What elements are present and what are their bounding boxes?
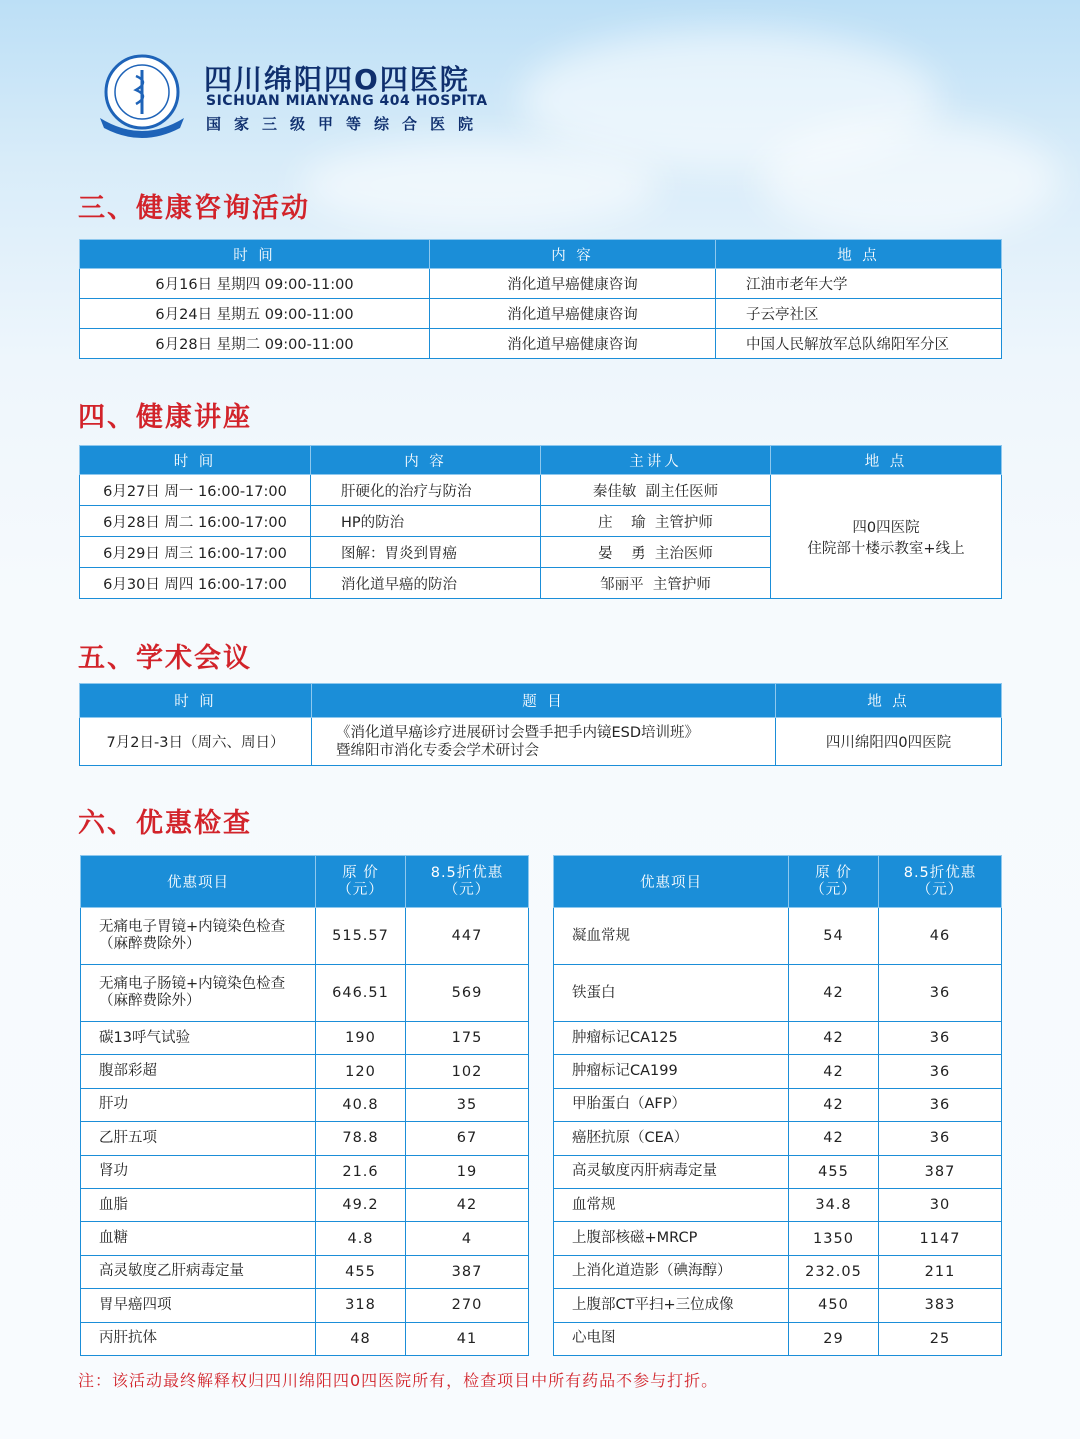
- discount-price: 19: [406, 1155, 529, 1188]
- consult-time: 6月24日 星期五 09:00-11:00: [80, 299, 430, 329]
- discount-price: 42: [406, 1188, 529, 1221]
- original-price: 78.8: [316, 1122, 406, 1155]
- discount-header-discount: [879, 856, 1002, 908]
- exam-item: [554, 1155, 789, 1188]
- conference-table: [79, 683, 1002, 766]
- original-price: 40.8: [316, 1088, 406, 1121]
- conference-time: 7月2日-3日（周六、周日）: [80, 718, 312, 766]
- discount-header-price: [789, 856, 879, 908]
- consult-content: 消化道早癌健康咨询: [430, 329, 716, 359]
- original-price: 455: [789, 1155, 879, 1188]
- discount-price: 102: [406, 1055, 529, 1088]
- exam-item: [554, 1055, 789, 1088]
- table-row: [81, 1222, 529, 1255]
- price-label: 原 价: [342, 864, 379, 881]
- consult-header: 内 容: [430, 240, 716, 269]
- exam-item-name: 肾功: [99, 1163, 128, 1180]
- original-price: 1350: [789, 1222, 879, 1255]
- table-row: [81, 1088, 529, 1121]
- lecture-table: [79, 445, 1002, 599]
- table-row: [80, 329, 1002, 359]
- discount-price: 30: [879, 1188, 1002, 1221]
- original-price: 42: [789, 1122, 879, 1155]
- discount-header-item: 优惠项目: [81, 856, 316, 908]
- exam-item: [81, 1055, 316, 1088]
- original-price: 4.8: [316, 1222, 406, 1255]
- consult-time: 6月28日 星期二 09:00-11:00: [80, 329, 430, 359]
- lecture-title: 四、健康讲座: [78, 402, 252, 433]
- lecture-location: [771, 475, 1002, 599]
- lecture-content: 肝硬化的治疗与防治: [311, 475, 541, 506]
- hospital-english-name: SICHUAN MIANYANG 404 HOSPITA: [206, 93, 488, 109]
- lecture-content: 消化道早癌的防治: [311, 568, 541, 599]
- discount-price: 1147: [879, 1222, 1002, 1255]
- discount-price: 35: [406, 1088, 529, 1121]
- consult-location: 江油市老年大学: [716, 269, 1002, 299]
- exam-item-name: 胃早癌四项: [99, 1296, 172, 1313]
- discount-price: 387: [406, 1255, 529, 1288]
- exam-item-name: 丙肝抗体: [99, 1330, 157, 1347]
- exam-item: [81, 1122, 316, 1155]
- original-price: 34.8: [789, 1188, 879, 1221]
- discount-price: 36: [879, 1122, 1002, 1155]
- original-price: 450: [789, 1289, 879, 1322]
- hospital-name: 四川绵阳四O四医院: [204, 63, 470, 96]
- exam-item: [81, 1322, 316, 1355]
- exam-item-name: 血脂: [99, 1196, 128, 1213]
- discount-price: 36: [879, 1055, 1002, 1088]
- lecture-location-line1: 四0四医院: [852, 519, 920, 536]
- original-price: 190: [316, 1022, 406, 1055]
- exam-item: [554, 965, 789, 1022]
- table-row: [554, 1188, 1002, 1221]
- discount-table-right: [553, 855, 1002, 1356]
- exam-item: [554, 908, 789, 965]
- lecture-time: 6月30日 周四 16:00-17:00: [80, 568, 311, 599]
- conference-header: 题 目: [312, 684, 776, 718]
- discount-table-left: [80, 855, 529, 1356]
- exam-item-name: 癌胚抗原（CEA）: [572, 1129, 689, 1146]
- exam-item: [81, 908, 316, 965]
- original-price: 646.51: [316, 965, 406, 1022]
- original-price: 318: [316, 1289, 406, 1322]
- original-price: 232.05: [789, 1255, 879, 1288]
- original-price: 21.6: [316, 1155, 406, 1188]
- lecture-content: HP的防治: [311, 506, 541, 537]
- discount-label: 8.5折优惠: [903, 864, 977, 881]
- conference-header: 时 间: [80, 684, 312, 718]
- table-row: [81, 965, 529, 1022]
- discount-price: 36: [879, 965, 1002, 1022]
- original-price: 42: [789, 965, 879, 1022]
- exam-item: [81, 1022, 316, 1055]
- conference-header: 地 点: [776, 684, 1002, 718]
- conference-topic: [312, 718, 776, 766]
- exam-item-name: 无痛电子胃镜+内镜染色检查: [99, 919, 286, 935]
- exam-item-name: 高灵敏度丙肝病毒定量: [572, 1163, 717, 1180]
- exam-item: [554, 1122, 789, 1155]
- discount-price: 270: [406, 1289, 529, 1322]
- exam-item-name: 凝血常规: [572, 927, 630, 944]
- table-row: [554, 1022, 1002, 1055]
- exam-item: [81, 1155, 316, 1188]
- consult-time: 6月16日 星期四 09:00-11:00: [80, 269, 430, 299]
- original-price: 515.57: [316, 908, 406, 965]
- discount-label: 8.5折优惠: [430, 864, 504, 881]
- discount-unit: （元）: [443, 881, 491, 898]
- original-price: 48: [316, 1322, 406, 1355]
- exam-item-name: 上腹部核磁+MRCP: [572, 1230, 698, 1247]
- conference-location: 四川绵阳四0四医院: [776, 718, 1002, 766]
- discount-price: 25: [879, 1322, 1002, 1355]
- table-row: [81, 1055, 529, 1088]
- exam-item-name: 无痛电子肠镜+内镜染色检查: [99, 976, 286, 992]
- lecture-speaker: 秦佳敏 副主任医师: [541, 475, 771, 506]
- table-row: [80, 475, 1002, 506]
- discount-price: 4: [406, 1222, 529, 1255]
- consult-content: 消化道早癌健康咨询: [430, 299, 716, 329]
- exam-item: [554, 1222, 789, 1255]
- lecture-speaker: 晏 勇 主治医师: [541, 537, 771, 568]
- table-row: [81, 1155, 529, 1188]
- discount-price: 211: [879, 1255, 1002, 1288]
- lecture-header: 时 间: [80, 446, 311, 475]
- table-row: [81, 1122, 529, 1155]
- exam-item-name: 上消化道造影（碘海醇）: [572, 1263, 732, 1280]
- original-price: 42: [789, 1088, 879, 1121]
- discount-price: 41: [406, 1322, 529, 1355]
- exam-item: [554, 1255, 789, 1288]
- table-row: [81, 1022, 529, 1055]
- exam-item-name: 碳13呼气试验: [99, 1029, 190, 1046]
- discount-price: 383: [879, 1289, 1002, 1322]
- original-price: 29: [789, 1322, 879, 1355]
- original-price: 54: [789, 908, 879, 965]
- consult-location: 子云亭社区: [716, 299, 1002, 329]
- hospital-logo: [96, 52, 188, 138]
- lecture-content: 图解：胃炎到胃癌: [311, 537, 541, 568]
- discount-price: 447: [406, 908, 529, 965]
- conference-title: 五、学术会议: [78, 643, 252, 674]
- exam-item: [81, 1222, 316, 1255]
- exam-item-name: 上腹部CT平扫+三位成像: [572, 1296, 734, 1313]
- exam-item-name: 血糖: [99, 1230, 128, 1247]
- exam-item: [81, 965, 316, 1022]
- table-row: [554, 908, 1002, 965]
- discount-price: 67: [406, 1122, 529, 1155]
- original-price: 120: [316, 1055, 406, 1088]
- table-row: [554, 1222, 1002, 1255]
- original-price: 42: [789, 1022, 879, 1055]
- exam-item-name: 高灵敏度乙肝病毒定量: [99, 1263, 244, 1280]
- discount-unit: （元）: [916, 881, 964, 898]
- footnote: 注：该活动最终解释权归四川绵阳四0四医院所有，检查项目中所有药品不参与打折。: [78, 1371, 719, 1390]
- table-row: [80, 718, 1002, 766]
- lecture-header: 内 容: [311, 446, 541, 475]
- table-row: [554, 1322, 1002, 1355]
- lecture-location-line2: 住院部十楼示教室+线上: [807, 540, 965, 557]
- table-row: [80, 269, 1002, 299]
- table-row: [81, 1289, 529, 1322]
- table-row: [554, 1255, 1002, 1288]
- exam-item-name: 乙肝五项: [99, 1129, 157, 1146]
- exam-item: [554, 1088, 789, 1121]
- exam-item-note: （麻醉费除外）: [99, 936, 201, 952]
- exam-item: [554, 1289, 789, 1322]
- exam-item: [554, 1188, 789, 1221]
- discount-price: 46: [879, 908, 1002, 965]
- exam-item-name: 血常规: [572, 1196, 616, 1213]
- lecture-speaker: 庄 瑜 主管护师: [541, 506, 771, 537]
- table-row: [554, 1055, 1002, 1088]
- lecture-time: 6月27日 周一 16:00-17:00: [80, 475, 311, 506]
- original-price: 49.2: [316, 1188, 406, 1221]
- consult-location: 中国人民解放军总队绵阳军分区: [716, 329, 1002, 359]
- exam-item-name: 肿瘤标记CA199: [572, 1063, 678, 1080]
- conference-topic-line1: 《消化道早癌诊疗进展研讨会暨手把手内镜ESD培训班》: [336, 724, 700, 741]
- consult-header: 时 间: [80, 240, 430, 269]
- exam-item-name: 腹部彩超: [99, 1063, 157, 1080]
- original-price: 42: [789, 1055, 879, 1088]
- discount-price: 36: [879, 1022, 1002, 1055]
- table-row: [554, 1155, 1002, 1188]
- lecture-time: 6月29日 周三 16:00-17:00: [80, 537, 311, 568]
- table-row: [81, 908, 529, 965]
- lecture-speaker: 邹丽平 主管护师: [541, 568, 771, 599]
- table-row: [554, 965, 1002, 1022]
- price-unit: （元）: [810, 881, 857, 898]
- discount-header-discount: [406, 856, 529, 908]
- hospital-level: 国家三级甲等综合医院: [206, 115, 487, 133]
- exam-item: [81, 1188, 316, 1221]
- lecture-header: 地 点: [771, 446, 1002, 475]
- exam-item: [81, 1255, 316, 1288]
- exam-item: [81, 1088, 316, 1121]
- original-price: 455: [316, 1255, 406, 1288]
- consult-content: 消化道早癌健康咨询: [430, 269, 716, 299]
- price-unit: （元）: [337, 881, 384, 898]
- discount-price: 569: [406, 965, 529, 1022]
- discount-header-price: [316, 856, 406, 908]
- discount-price: 175: [406, 1022, 529, 1055]
- table-row: [554, 1122, 1002, 1155]
- exam-item-note: （麻醉费除外）: [99, 993, 201, 1009]
- exam-item: [81, 1289, 316, 1322]
- discount-header-item: 优惠项目: [554, 856, 789, 908]
- consult-table: [79, 239, 1002, 359]
- discount-price: 387: [879, 1155, 1002, 1188]
- table-row: [81, 1188, 529, 1221]
- lecture-header: 主讲人: [541, 446, 771, 475]
- exam-item-name: 肝功: [99, 1096, 128, 1113]
- exam-item-name: 肿瘤标记CA125: [572, 1029, 678, 1046]
- exam-item: [554, 1322, 789, 1355]
- table-row: [80, 299, 1002, 329]
- table-row: [81, 1255, 529, 1288]
- table-row: [554, 1088, 1002, 1121]
- lecture-time: 6月28日 周二 16:00-17:00: [80, 506, 311, 537]
- exam-item-name: 心电图: [572, 1330, 616, 1347]
- table-row: [81, 1322, 529, 1355]
- exam-item: [554, 1022, 789, 1055]
- discount-price: 36: [879, 1088, 1002, 1121]
- conference-topic-line2: 暨绵阳市消化专委会学术研讨会: [336, 742, 539, 759]
- consult-header: 地 点: [716, 240, 1002, 269]
- price-label: 原 价: [815, 864, 852, 881]
- exam-item-name: 甲胎蛋白（AFP）: [572, 1096, 687, 1113]
- table-row: [554, 1289, 1002, 1322]
- discount-title: 六、优惠检查: [78, 808, 252, 839]
- exam-item-name: 铁蛋白: [572, 984, 616, 1001]
- consult-title: 三、健康咨询活动: [78, 193, 310, 224]
